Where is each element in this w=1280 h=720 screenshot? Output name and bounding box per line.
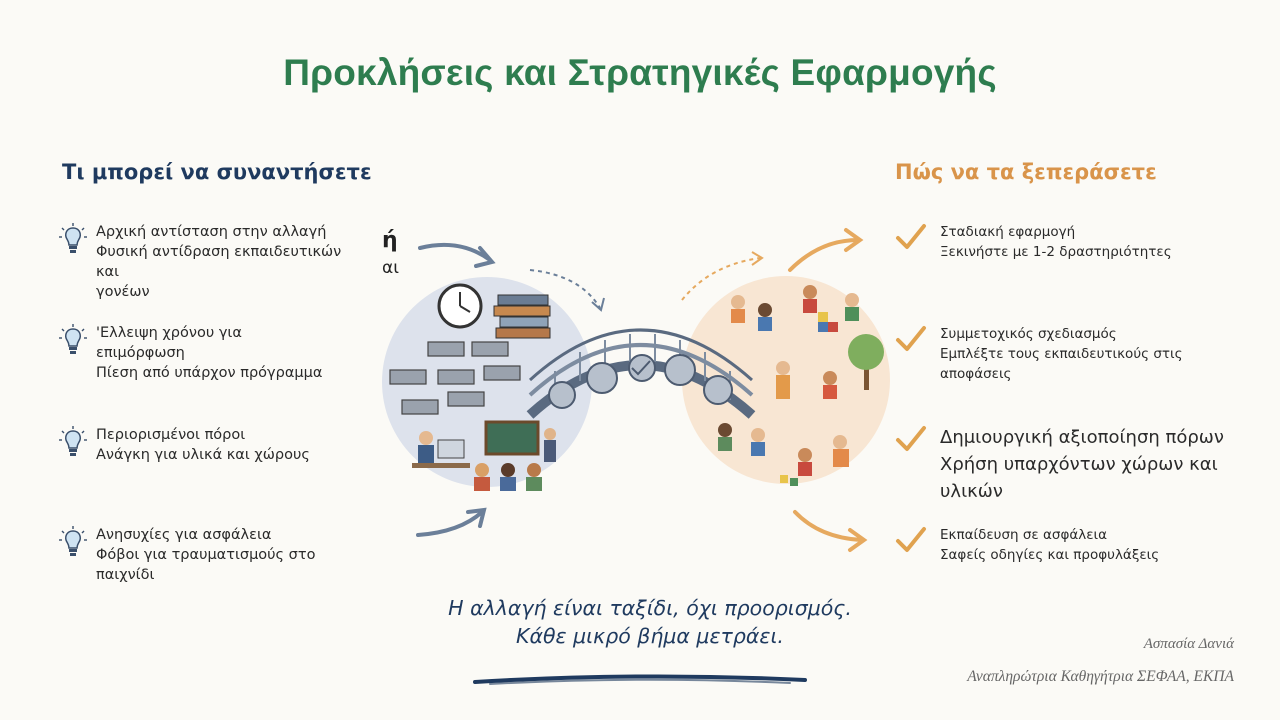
challenge-item	[58, 425, 368, 465]
strategy-title: Εκπαίδευση σε ασφάλεια	[940, 527, 1108, 543]
strategy-desc: Εμπλέξτε τους εκπαιδευτικούς στις	[940, 346, 1183, 362]
challenge-title-cont: επιμόρφωση	[96, 345, 185, 361]
strategy-title: Σταδιακή εφαρμογή	[940, 224, 1076, 240]
arrow-icon	[795, 512, 864, 550]
strategy-title: Συμμετοχικός σχεδιασμός	[940, 326, 1117, 342]
quote	[400, 594, 900, 650]
clock-icon	[439, 285, 481, 327]
arrow-icon	[420, 245, 492, 266]
challenge-title: Περιορισμένοι πόροι	[96, 427, 246, 443]
bridge-illustration	[380, 220, 900, 570]
challenge-desc: Πίεση από υπάρχον πρόγραμμα	[96, 365, 323, 381]
arrow-icon	[790, 230, 860, 270]
illustration-fragment-2: αι	[382, 258, 399, 278]
books-icon	[494, 295, 550, 338]
arrow-icon	[418, 510, 484, 535]
lightbulb-icon	[58, 425, 88, 459]
challenge-item	[58, 323, 368, 383]
lightbulb-icon	[58, 323, 88, 357]
strategy-desc-cont: υλικών	[940, 481, 1003, 502]
illustration-fragment-1: ή	[382, 228, 398, 253]
challenge-desc: Ανάγκη για υλικά και χώρους	[96, 447, 310, 463]
challenges-heading: Τι μπορεί να συναντήσετε	[62, 160, 372, 184]
challenge-desc: Φόβοι για τραυματισμούς στο	[96, 547, 316, 563]
strategy-desc: Ξεκινήστε με 1-2 δραστηριότητες	[940, 244, 1172, 260]
challenge-title: Αρχική αντίσταση στην αλλαγή	[96, 224, 327, 240]
strategy-desc-cont: αποφάσεις	[940, 366, 1012, 382]
challenge-desc-cont: γονέων	[96, 284, 150, 300]
quote-line-2: Κάθε μικρό βήμα μετράει.	[516, 624, 784, 648]
challenge-desc-cont: παιχνίδι	[96, 567, 155, 583]
strategy-desc: Χρήση υπαρχόντων χώρων και	[940, 454, 1218, 475]
brush-stroke-divider	[470, 670, 810, 690]
strategy-title: Δημιουργική αξιοποίηση πόρων	[940, 427, 1224, 448]
solutions-heading: Πώς να τα ξεπεράσετε	[895, 160, 1157, 184]
strategy-desc: Σαφείς οδηγίες και προφυλάξεις	[940, 547, 1160, 563]
strategy-item	[895, 525, 1255, 565]
challenge-desc: Φυσική αντίδραση εκπαιδευτικών και	[96, 244, 342, 280]
quote-line-1: Η αλλαγή είναι ταξίδι, όχι προορισμός.	[448, 596, 852, 620]
strategy-item	[895, 222, 1255, 262]
students-icon	[474, 463, 542, 491]
challenge-item	[58, 525, 368, 585]
slide-title: Προκλήσεις και Στρατηγικές Εφαρμογής	[283, 52, 997, 93]
strategy-item	[895, 424, 1255, 505]
author-affiliation: Αναπληρώτρια Καθηγήτρια ΣΕΦΑΑ, ΕΚΠΑ	[967, 668, 1234, 685]
challenge-title: Ανησυχίες για ασφάλεια	[96, 527, 272, 543]
author-name: Ασπασία Δανιά	[1143, 636, 1234, 652]
challenge-item	[58, 222, 368, 302]
strategy-item	[895, 324, 1255, 384]
lightbulb-icon	[58, 525, 88, 559]
challenge-title: 'Ελλειψη χρόνου για	[96, 325, 242, 341]
lightbulb-icon	[58, 222, 88, 256]
